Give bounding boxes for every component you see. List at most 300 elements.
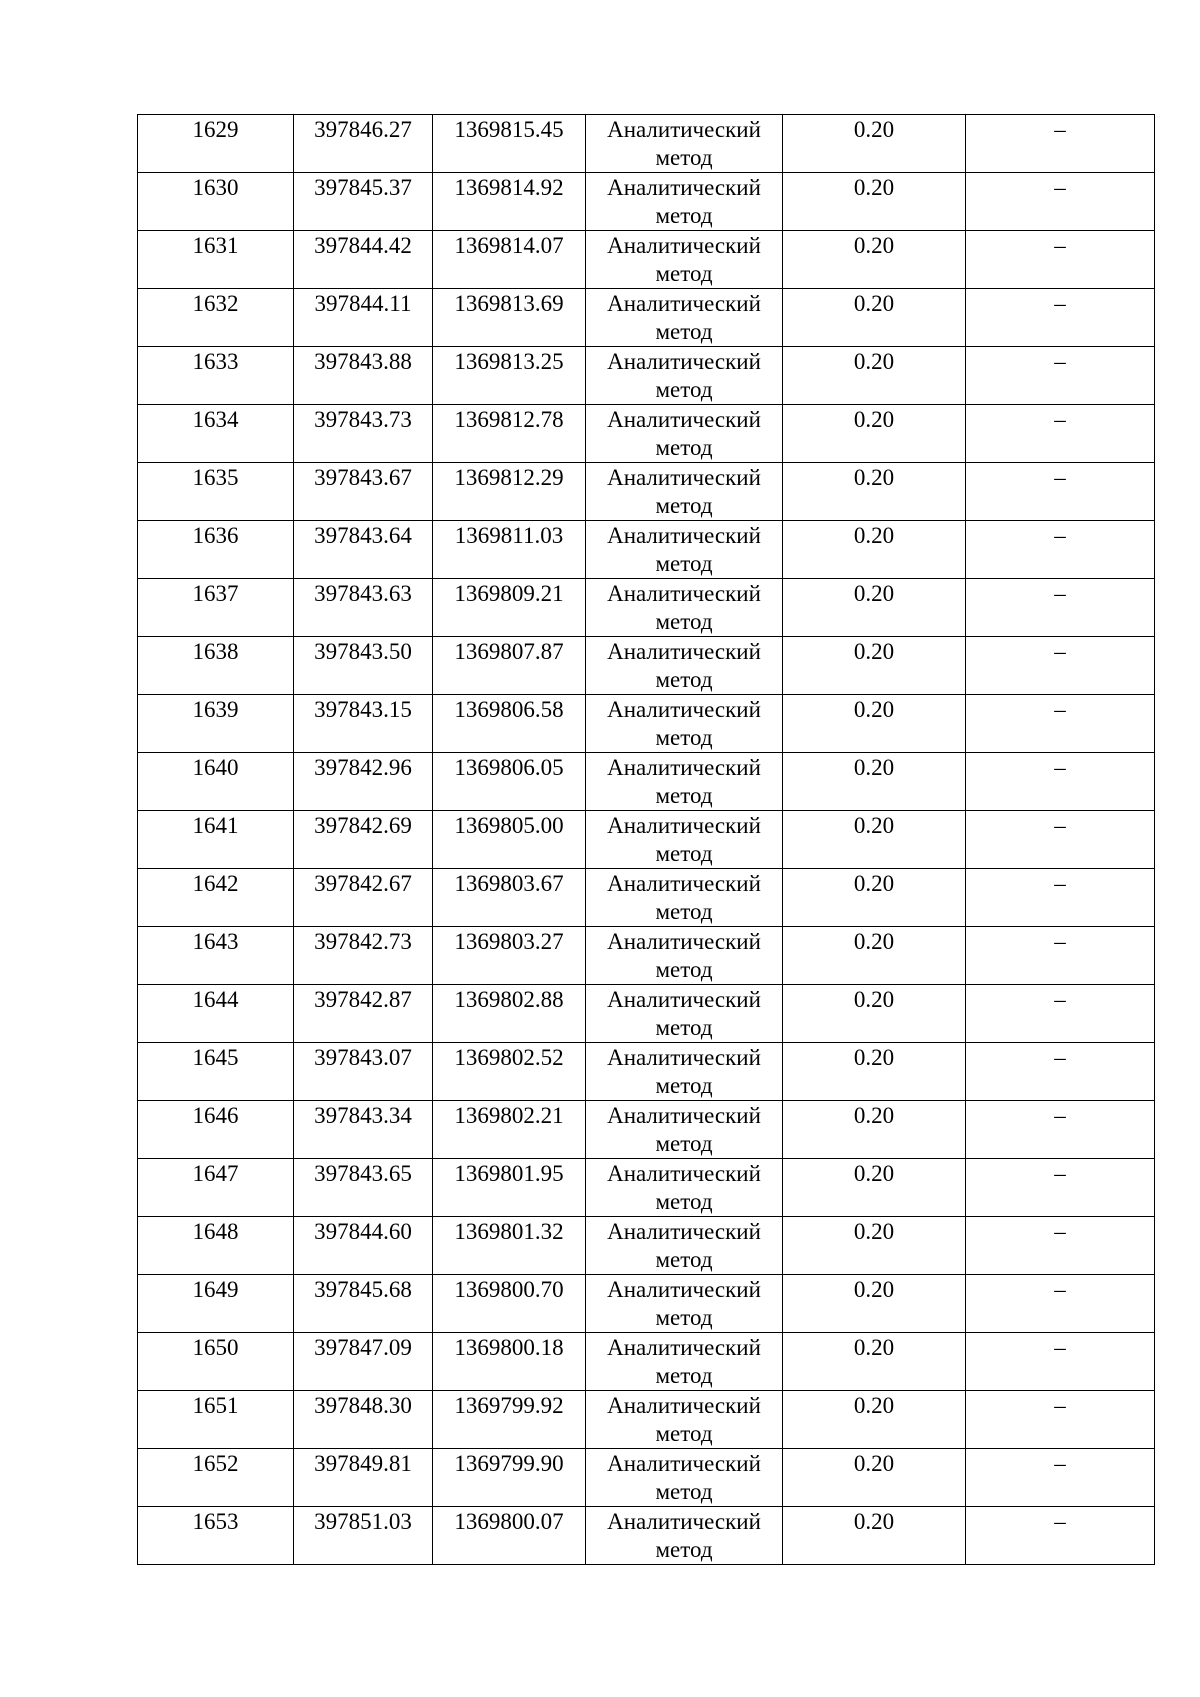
accuracy-cell-text: 0.20 [853, 523, 895, 548]
accuracy-cell [783, 405, 966, 463]
point-number-cell [138, 869, 294, 927]
point-number-cell-text: 1653 [192, 1509, 239, 1534]
point-number-cell [138, 927, 294, 985]
y-coordinate-cell-text: 1369799.92 [454, 1393, 564, 1418]
accuracy-cell-text: 0.20 [853, 465, 895, 490]
accuracy-cell [783, 695, 966, 753]
y-coordinate-cell-text: 1369813.69 [454, 291, 564, 316]
accuracy-cell-text: 0.20 [853, 697, 895, 722]
x-coordinate-cell [294, 521, 433, 579]
method-cell-text: Аналитический метод [607, 1219, 761, 1272]
note-cell-text: – [1054, 407, 1066, 432]
note-cell [966, 463, 1155, 521]
point-number-cell [138, 289, 294, 347]
table-row [138, 579, 1155, 637]
y-coordinate-cell [433, 1043, 586, 1101]
accuracy-cell [783, 927, 966, 985]
method-cell-text: Аналитический метод [607, 117, 761, 170]
point-number-cell-text: 1645 [192, 1045, 239, 1070]
x-coordinate-cell-text: 397843.73 [314, 407, 412, 432]
x-coordinate-cell [294, 753, 433, 811]
y-coordinate-cell [433, 927, 586, 985]
note-cell-text: – [1054, 1451, 1066, 1476]
x-coordinate-cell-text: 397844.42 [314, 233, 412, 258]
method-cell-text: Аналитический метод [607, 1335, 761, 1388]
x-coordinate-cell-text: 397847.09 [314, 1335, 412, 1360]
method-cell-text: Аналитический метод [607, 639, 761, 692]
x-coordinate-cell [294, 811, 433, 869]
y-coordinate-cell [433, 811, 586, 869]
point-number-cell [138, 115, 294, 173]
accuracy-cell [783, 289, 966, 347]
table-row [138, 985, 1155, 1043]
x-coordinate-cell [294, 405, 433, 463]
note-cell [966, 289, 1155, 347]
note-cell [966, 1275, 1155, 1333]
note-cell-text: – [1054, 581, 1066, 606]
point-number-cell [138, 521, 294, 579]
y-coordinate-cell [433, 985, 586, 1043]
x-coordinate-cell-text: 397851.03 [314, 1509, 412, 1534]
table-row [138, 289, 1155, 347]
x-coordinate-cell-text: 397849.81 [314, 1451, 412, 1476]
method-cell [586, 1159, 783, 1217]
accuracy-cell [783, 1449, 966, 1507]
x-coordinate-cell-text: 397843.34 [314, 1103, 412, 1128]
point-number-cell-text: 1629 [192, 117, 239, 142]
note-cell-text: – [1054, 871, 1066, 896]
method-cell [586, 1391, 783, 1449]
method-cell [586, 753, 783, 811]
x-coordinate-cell [294, 231, 433, 289]
x-coordinate-cell-text: 397843.63 [314, 581, 412, 606]
note-cell-text: – [1054, 175, 1066, 200]
x-coordinate-cell-text: 397843.88 [314, 349, 412, 374]
point-number-cell-text: 1651 [192, 1393, 239, 1418]
y-coordinate-cell [433, 521, 586, 579]
y-coordinate-cell [433, 869, 586, 927]
note-cell-text: – [1054, 1393, 1066, 1418]
method-cell-text: Аналитический метод [607, 1277, 761, 1330]
x-coordinate-cell [294, 1275, 433, 1333]
y-coordinate-cell-text: 1369802.21 [454, 1103, 564, 1128]
method-cell-text: Аналитический метод [607, 465, 761, 518]
method-cell [586, 1217, 783, 1275]
point-number-cell [138, 173, 294, 231]
method-cell-text: Аналитический метод [607, 1045, 761, 1098]
table-row [138, 1101, 1155, 1159]
point-number-cell [138, 1449, 294, 1507]
note-cell [966, 869, 1155, 927]
note-cell [966, 521, 1155, 579]
x-coordinate-cell [294, 347, 433, 405]
table-row [138, 695, 1155, 753]
point-number-cell-text: 1639 [192, 697, 239, 722]
method-cell [586, 405, 783, 463]
accuracy-cell [783, 463, 966, 521]
x-coordinate-cell [294, 1043, 433, 1101]
y-coordinate-cell-text: 1369800.18 [454, 1335, 564, 1360]
method-cell [586, 695, 783, 753]
y-coordinate-cell-text: 1369800.07 [454, 1509, 564, 1534]
table-row [138, 231, 1155, 289]
table-row [138, 869, 1155, 927]
method-cell [586, 1449, 783, 1507]
coordinates-table [137, 114, 1155, 1565]
method-cell [586, 1043, 783, 1101]
method-cell [586, 1333, 783, 1391]
point-number-cell [138, 1159, 294, 1217]
x-coordinate-cell-text: 397843.50 [314, 639, 412, 664]
note-cell-text: – [1054, 349, 1066, 374]
point-number-cell-text: 1635 [192, 465, 239, 490]
method-cell [586, 985, 783, 1043]
note-cell [966, 1217, 1155, 1275]
note-cell-text: – [1054, 465, 1066, 490]
y-coordinate-cell [433, 1449, 586, 1507]
table-row [138, 405, 1155, 463]
accuracy-cell [783, 347, 966, 405]
method-cell-text: Аналитический метод [607, 291, 761, 344]
y-coordinate-cell [433, 753, 586, 811]
note-cell-text: – [1054, 639, 1066, 664]
point-number-cell-text: 1632 [192, 291, 239, 316]
method-cell-text: Аналитический метод [607, 1103, 761, 1156]
point-number-cell-text: 1636 [192, 523, 239, 548]
x-coordinate-cell [294, 1449, 433, 1507]
table-row [138, 1043, 1155, 1101]
y-coordinate-cell [433, 1159, 586, 1217]
point-number-cell-text: 1640 [192, 755, 239, 780]
point-number-cell-text: 1652 [192, 1451, 239, 1476]
table-row [138, 1275, 1155, 1333]
y-coordinate-cell-text: 1369811.03 [454, 523, 564, 548]
x-coordinate-cell-text: 397844.60 [314, 1219, 412, 1244]
y-coordinate-cell [433, 115, 586, 173]
accuracy-cell-text: 0.20 [853, 1045, 895, 1070]
table-row [138, 1333, 1155, 1391]
note-cell [966, 1101, 1155, 1159]
accuracy-cell [783, 985, 966, 1043]
note-cell [966, 695, 1155, 753]
coordinates-table-body [138, 115, 1155, 1565]
y-coordinate-cell [433, 1101, 586, 1159]
x-coordinate-cell [294, 985, 433, 1043]
table-row [138, 927, 1155, 985]
point-number-cell [138, 637, 294, 695]
note-cell [966, 579, 1155, 637]
y-coordinate-cell-text: 1369802.88 [454, 987, 564, 1012]
y-coordinate-cell-text: 1369813.25 [454, 349, 564, 374]
method-cell-text: Аналитический метод [607, 349, 761, 402]
point-number-cell [138, 1101, 294, 1159]
note-cell [966, 1391, 1155, 1449]
table-row [138, 1507, 1155, 1565]
x-coordinate-cell-text: 397845.37 [314, 175, 412, 200]
point-number-cell-text: 1650 [192, 1335, 239, 1360]
x-coordinate-cell [294, 1101, 433, 1159]
accuracy-cell-text: 0.20 [853, 1393, 895, 1418]
note-cell [966, 405, 1155, 463]
x-coordinate-cell [294, 289, 433, 347]
method-cell [586, 521, 783, 579]
accuracy-cell-text: 0.20 [853, 407, 895, 432]
x-coordinate-cell [294, 1507, 433, 1565]
method-cell-text: Аналитический метод [607, 1161, 761, 1214]
point-number-cell [138, 985, 294, 1043]
method-cell [586, 231, 783, 289]
method-cell-text: Аналитический метод [607, 175, 761, 228]
point-number-cell-text: 1633 [192, 349, 239, 374]
note-cell-text: – [1054, 755, 1066, 780]
accuracy-cell-text: 0.20 [853, 175, 895, 200]
table-row [138, 521, 1155, 579]
note-cell-text: – [1054, 1103, 1066, 1128]
accuracy-cell [783, 1507, 966, 1565]
accuracy-cell-text: 0.20 [853, 639, 895, 664]
note-cell [966, 231, 1155, 289]
table-row [138, 173, 1155, 231]
accuracy-cell [783, 811, 966, 869]
y-coordinate-cell [433, 1275, 586, 1333]
table-row [138, 1391, 1155, 1449]
y-coordinate-cell-text: 1369814.92 [454, 175, 564, 200]
y-coordinate-cell-text: 1369802.52 [454, 1045, 564, 1070]
y-coordinate-cell-text: 1369812.78 [454, 407, 564, 432]
note-cell [966, 115, 1155, 173]
note-cell [966, 753, 1155, 811]
note-cell [966, 637, 1155, 695]
x-coordinate-cell [294, 695, 433, 753]
y-coordinate-cell [433, 289, 586, 347]
x-coordinate-cell-text: 397848.30 [314, 1393, 412, 1418]
accuracy-cell [783, 1101, 966, 1159]
note-cell-text: – [1054, 1335, 1066, 1360]
x-coordinate-cell [294, 869, 433, 927]
x-coordinate-cell-text: 397843.67 [314, 465, 412, 490]
y-coordinate-cell [433, 695, 586, 753]
accuracy-cell-text: 0.20 [853, 1161, 895, 1186]
table-row [138, 1217, 1155, 1275]
point-number-cell [138, 811, 294, 869]
y-coordinate-cell [433, 579, 586, 637]
point-number-cell [138, 347, 294, 405]
point-number-cell-text: 1630 [192, 175, 239, 200]
x-coordinate-cell [294, 637, 433, 695]
accuracy-cell-text: 0.20 [853, 291, 895, 316]
x-coordinate-cell [294, 1217, 433, 1275]
method-cell-text: Аналитический метод [607, 581, 761, 634]
point-number-cell [138, 463, 294, 521]
table-row [138, 811, 1155, 869]
y-coordinate-cell-text: 1369815.45 [454, 117, 564, 142]
point-number-cell [138, 1043, 294, 1101]
method-cell-text: Аналитический метод [607, 755, 761, 808]
method-cell [586, 347, 783, 405]
method-cell [586, 811, 783, 869]
accuracy-cell-text: 0.20 [853, 755, 895, 780]
x-coordinate-cell-text: 397844.11 [314, 291, 412, 316]
accuracy-cell [783, 115, 966, 173]
accuracy-cell-text: 0.20 [853, 1219, 895, 1244]
y-coordinate-cell [433, 347, 586, 405]
point-number-cell-text: 1638 [192, 639, 239, 664]
point-number-cell [138, 1275, 294, 1333]
table-row [138, 1159, 1155, 1217]
accuracy-cell [783, 637, 966, 695]
point-number-cell-text: 1634 [192, 407, 239, 432]
point-number-cell-text: 1644 [192, 987, 239, 1012]
y-coordinate-cell-text: 1369814.07 [454, 233, 564, 258]
method-cell-text: Аналитический метод [607, 697, 761, 750]
accuracy-cell-text: 0.20 [853, 581, 895, 606]
table-row [138, 463, 1155, 521]
x-coordinate-cell-text: 397842.87 [314, 987, 412, 1012]
note-cell-text: – [1054, 1509, 1066, 1534]
point-number-cell [138, 1391, 294, 1449]
y-coordinate-cell-text: 1369805.00 [454, 813, 564, 838]
note-cell [966, 1159, 1155, 1217]
x-coordinate-cell [294, 463, 433, 521]
note-cell [966, 985, 1155, 1043]
method-cell-text: Аналитический метод [607, 813, 761, 866]
x-coordinate-cell [294, 1159, 433, 1217]
note-cell-text: – [1054, 813, 1066, 838]
x-coordinate-cell-text: 397842.73 [314, 929, 412, 954]
accuracy-cell [783, 1217, 966, 1275]
method-cell-text: Аналитический метод [607, 407, 761, 460]
point-number-cell-text: 1642 [192, 871, 239, 896]
note-cell [966, 1333, 1155, 1391]
x-coordinate-cell-text: 397842.96 [314, 755, 412, 780]
y-coordinate-cell-text: 1369801.95 [454, 1161, 564, 1186]
y-coordinate-cell [433, 463, 586, 521]
x-coordinate-cell [294, 927, 433, 985]
accuracy-cell-text: 0.20 [853, 117, 895, 142]
y-coordinate-cell-text: 1369803.27 [454, 929, 564, 954]
accuracy-cell-text: 0.20 [853, 349, 895, 374]
accuracy-cell-text: 0.20 [853, 871, 895, 896]
table-row [138, 115, 1155, 173]
note-cell [966, 347, 1155, 405]
point-number-cell [138, 753, 294, 811]
accuracy-cell [783, 1043, 966, 1101]
note-cell [966, 1043, 1155, 1101]
accuracy-cell-text: 0.20 [853, 1103, 895, 1128]
table-row [138, 753, 1155, 811]
point-number-cell [138, 695, 294, 753]
x-coordinate-cell-text: 397842.69 [314, 813, 412, 838]
accuracy-cell-text: 0.20 [853, 1277, 895, 1302]
accuracy-cell-text: 0.20 [853, 987, 895, 1012]
method-cell [586, 869, 783, 927]
point-number-cell-text: 1631 [192, 233, 239, 258]
note-cell [966, 173, 1155, 231]
y-coordinate-cell [433, 1217, 586, 1275]
y-coordinate-cell-text: 1369807.87 [454, 639, 564, 664]
method-cell [586, 173, 783, 231]
method-cell-text: Аналитический метод [607, 1509, 761, 1562]
y-coordinate-cell [433, 405, 586, 463]
y-coordinate-cell-text: 1369806.05 [454, 755, 564, 780]
accuracy-cell [783, 231, 966, 289]
accuracy-cell [783, 869, 966, 927]
method-cell [586, 289, 783, 347]
note-cell-text: – [1054, 697, 1066, 722]
y-coordinate-cell [433, 637, 586, 695]
note-cell-text: – [1054, 233, 1066, 258]
note-cell [966, 927, 1155, 985]
method-cell [586, 1275, 783, 1333]
point-number-cell-text: 1648 [192, 1219, 239, 1244]
y-coordinate-cell [433, 1333, 586, 1391]
x-coordinate-cell-text: 397843.07 [314, 1045, 412, 1070]
method-cell [586, 463, 783, 521]
point-number-cell [138, 1507, 294, 1565]
point-number-cell-text: 1643 [192, 929, 239, 954]
method-cell [586, 1507, 783, 1565]
y-coordinate-cell-text: 1369806.58 [454, 697, 564, 722]
x-coordinate-cell-text: 397843.64 [314, 523, 412, 548]
method-cell-text: Аналитический метод [607, 233, 761, 286]
y-coordinate-cell [433, 1391, 586, 1449]
accuracy-cell-text: 0.20 [853, 1451, 895, 1476]
y-coordinate-cell-text: 1369799.90 [454, 1451, 564, 1476]
accuracy-cell [783, 1333, 966, 1391]
note-cell-text: – [1054, 987, 1066, 1012]
table-row [138, 347, 1155, 405]
accuracy-cell-text: 0.20 [853, 813, 895, 838]
point-number-cell-text: 1637 [192, 581, 239, 606]
point-number-cell [138, 1333, 294, 1391]
method-cell [586, 1101, 783, 1159]
y-coordinate-cell [433, 231, 586, 289]
point-number-cell [138, 1217, 294, 1275]
y-coordinate-cell-text: 1369809.21 [454, 581, 564, 606]
note-cell [966, 1507, 1155, 1565]
accuracy-cell [783, 579, 966, 637]
y-coordinate-cell-text: 1369801.32 [454, 1219, 564, 1244]
table-row [138, 637, 1155, 695]
method-cell-text: Аналитический метод [607, 523, 761, 576]
method-cell-text: Аналитический метод [607, 1451, 761, 1504]
method-cell-text: Аналитический метод [607, 871, 761, 924]
point-number-cell-text: 1649 [192, 1277, 239, 1302]
point-number-cell-text: 1646 [192, 1103, 239, 1128]
accuracy-cell [783, 173, 966, 231]
accuracy-cell [783, 1391, 966, 1449]
accuracy-cell-text: 0.20 [853, 929, 895, 954]
note-cell-text: – [1054, 523, 1066, 548]
y-coordinate-cell-text: 1369800.70 [454, 1277, 564, 1302]
x-coordinate-cell-text: 397846.27 [314, 117, 412, 142]
accuracy-cell-text: 0.20 [853, 233, 895, 258]
x-coordinate-cell [294, 1333, 433, 1391]
x-coordinate-cell [294, 115, 433, 173]
accuracy-cell-text: 0.20 [853, 1509, 895, 1534]
x-coordinate-cell [294, 1391, 433, 1449]
accuracy-cell [783, 753, 966, 811]
accuracy-cell [783, 1275, 966, 1333]
x-coordinate-cell-text: 397843.15 [314, 697, 412, 722]
point-number-cell [138, 405, 294, 463]
method-cell-text: Аналитический метод [607, 929, 761, 982]
x-coordinate-cell-text: 397843.65 [314, 1161, 412, 1186]
x-coordinate-cell [294, 173, 433, 231]
y-coordinate-cell-text: 1369803.67 [454, 871, 564, 896]
y-coordinate-cell [433, 1507, 586, 1565]
y-coordinate-cell-text: 1369812.29 [454, 465, 564, 490]
